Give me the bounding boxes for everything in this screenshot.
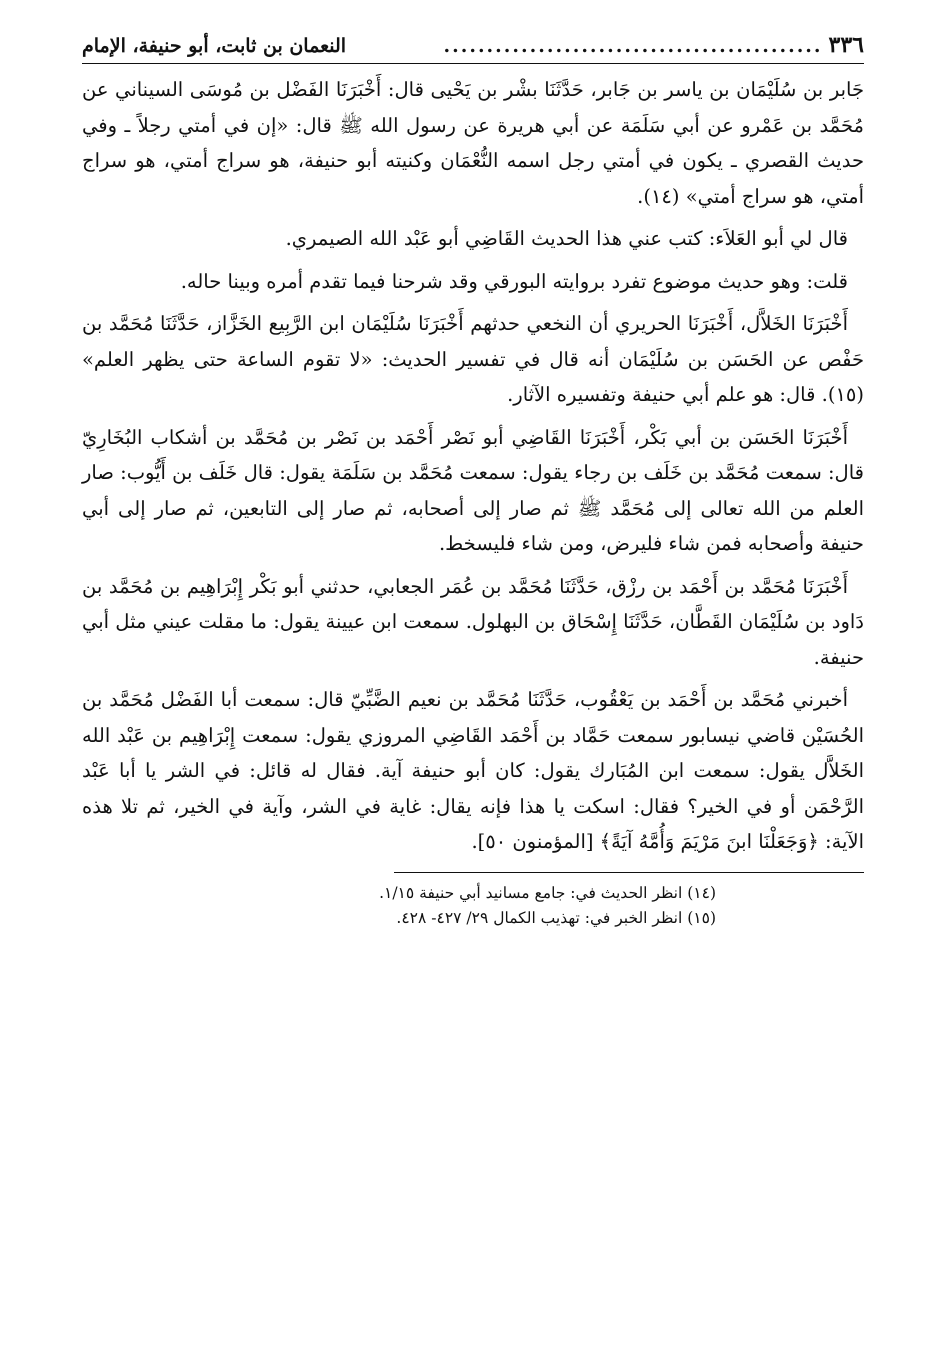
paragraph: قلت: وهو حديث موضوع تفرد بروايته البورقي وقد شرحنا فيما تقدم أمره وبينا حاله. [180,269,848,293]
footnote: (١٥) انظر الخبر في: تهذيب الكمال ٢٩/ ٤٢٧- ٤٢٨. [396,908,716,927]
paragraph: أَخْبَرَنَا الحَسَن بن أبي بَكْر، أَخْبَرَنَا القَاضِي أبو نَصْر أَحْمَد بن نَصْر بن مُحَمَّد بن أشكاب البُخَارِيّ قال: سمعت مُحَمَّد بن خَلَف بن رجاء يقول: سمعت مُحَمَّد بن سَلَمَة يقول: قال خَلَف بن أَيُّوب: صار العلم من الله تعالى إلى مُحَمَّد ﷺ ثم صار إلى أصحابه، ثم صار إلى التابعين، ثم صار إلى أبي حنيفة وأصحابه فمن شاء فليرض، ومن شاء فليسخط. [82,425,864,555]
paragraph: جَابر بن سُلَيْمَان بن ياسر بن جَابر، حَدَّثَنَا بشْر بن يَحْيى قال: أَخْبَرَنَا الفَضْل بن مُوسَى السيناني عن مُحَمَّد بن عَمْرو عن أبي سَلَمَة عن أبي هريرة عن رسول الله ﷺ قال: «إن في أمتي رجلاً ـ وفي حديث القصري ـ يكون في أمتي رجل اسمه النُّعْمَان وكنيته أبو حنيفة، هو سراج أمتي، هو سراج أمتي، هو سراج أمتي» (١٤). [82,78,864,208]
page-number: ٣٣٦ [828,32,864,58]
running-head-title: النعمان بن ثابت، أبو حنيفة، الإمام [82,35,347,57]
leader-dots: ............................................ [443,35,823,57]
footnotes [82,881,864,931]
paragraph: أَخْبَرَنَا الخَلاَّل، أَخْبَرَنَا الحريري أن النخعي حدثهم أَخْبَرَنَا سُلَيْمَان ابن الرَّبِيع الخَزَّاز، حَدَّثَنَا مُحَمَّد بن حَفْص عن الحَسَن بن سُلَيْمَان أنه قال في تفسير الحديث: «لا تقوم الساعة حتى يظهر العلم» (١٥). قال: هو علم أبي حنيفة وتفسيره الآثار. [82,312,864,406]
body-text [82,72,864,860]
paragraph: قال لي أبو العَلاَء: كتب عني هذا الحديث القَاضِي أبو عَبْد الله الصيمري. [285,227,848,250]
paragraph: أَخْبَرَنَا مُحَمَّد بن أَحْمَد بن رزْق، حَدَّثَنَا مُحَمَّد بن عُمَر الجعابي، حدثني أبو بَكْر إِبْرَاهِيم بن مُحَمَّد بن دَاود بن سُلَيْمَان القَطَّان، حَدَّثَنَا إِسْحَاق بن البهلول. سمعت ابن عيينة يقول: ما مقلت عيني مثل أبي حنيفة. [82,574,864,669]
footnote: (١٤) انظر الحديث في: جامع مسانيد أبي حنيفة ١/١٥. [379,883,716,902]
running-head [82,30,864,64]
footnote-divider [394,872,864,873]
paragraph: أخبرني مُحَمَّد بن أَحْمَد بن يَعْقُوب، حَدَّثَنَا مُحَمَّد بن نعيم الضَّبِّيّ قال: سمعت أبا الفَضْل مُحَمَّد بن الحُسَيْن قاضي نيسابور سمعت حَمَّاد بن أَحْمَد القَاضِي المروزي يقول: سمعت إِبْرَاهِيم بن عَبْد الله الخَلاَّل يقول: سمعت ابن المُبَارك يقول: كان أبو حنيفة آية. فقال له قائل: في الشر يا أبا عَبْد الرَّحْمَن أو في الخير؟ فقال: اسكت يا هذا فإنه يقال: غاية في الشر، وآية في الخير، ثم تلا هذه الآية: ﴿وَجَعَلْنَا ابنَ مَرْيَمَ وَأُمَّهُ آيَةً﴾ [المؤمنون ٥٠]. [82,688,864,853]
book-page [82,30,864,1330]
